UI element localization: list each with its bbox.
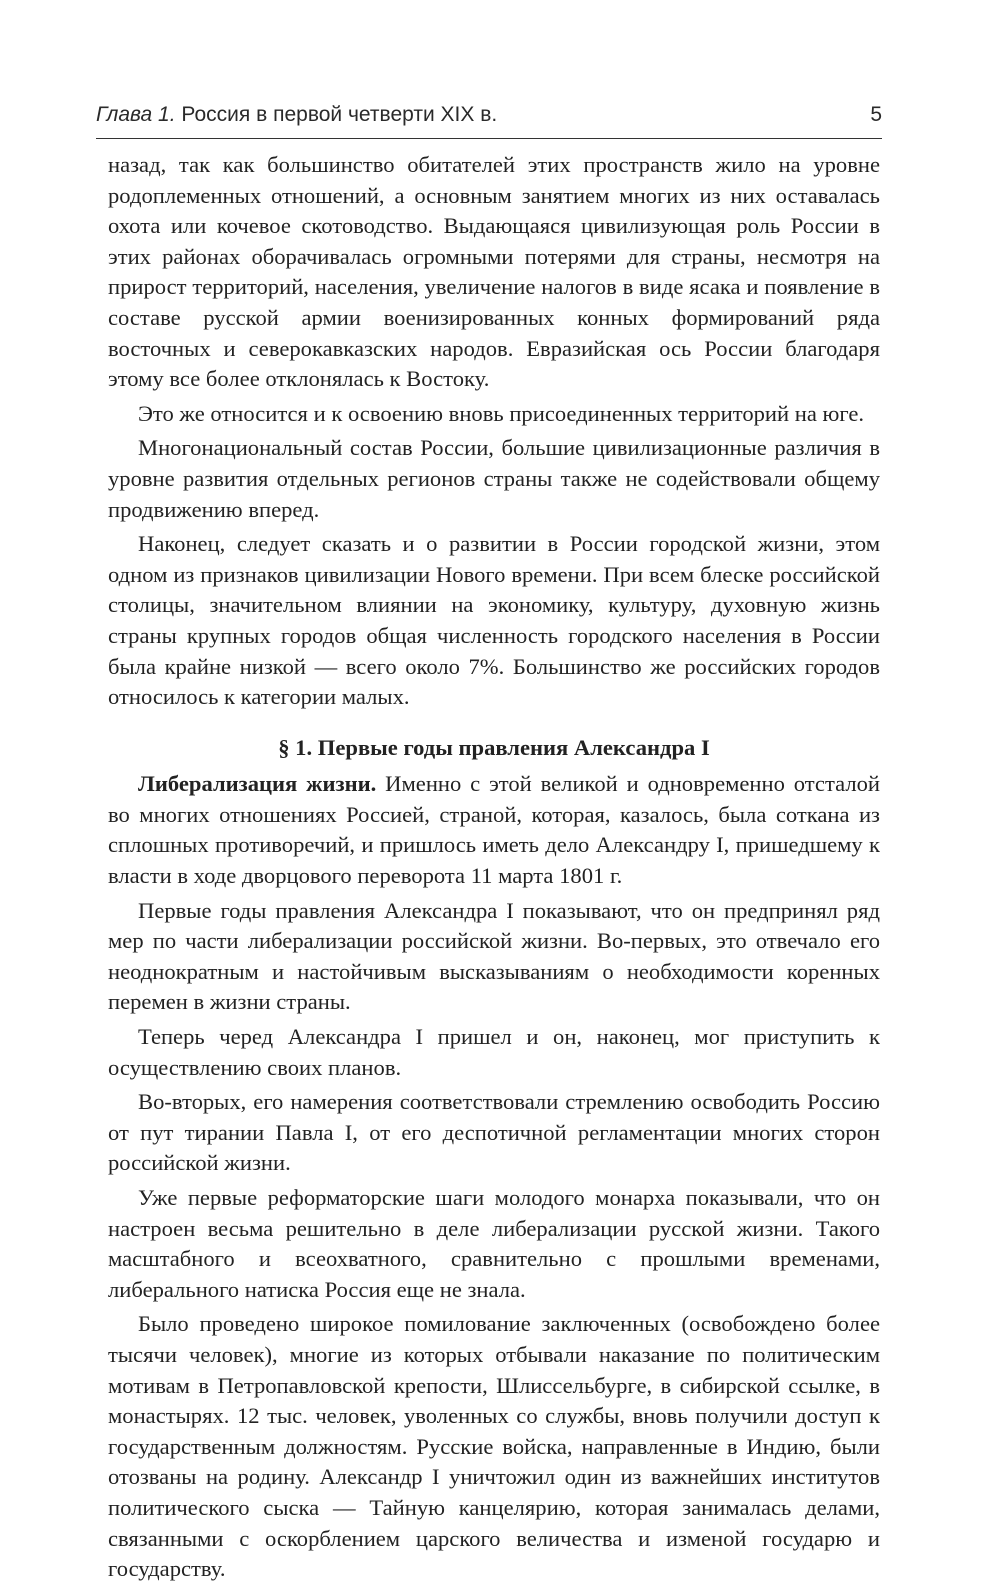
chapter-heading [96,100,497,130]
paragraph: Было проведено широкое помилование заключенных (освобождено более тысячи человек), многие из которых отбывали наказание по политическим мотивам в Петропавловской крепости, Шлиссельбурге, в сибирской ссылке, в монастырях. 12 тыс. человек, уволенных со службы, вновь получили доступ к государственным должностям. Русские войска, направленные в Индию, были отозваны на родину. Александр I уничтожил один из важнейших институтов политического сыска — Тайную канцелярию, которая занималась делами, связанными с оскорблением царского величества и изменой государю и государству. [108,1311,880,1582]
paragraph: Это же относится и к освоению вновь присоединенных территорий на юге. [138,400,865,426]
paragraph: Многонациональный состав России, большие цивилизационные различия в уровне развития отдельных регионов страны также не содействовали общему продвижению вперед. [108,435,880,522]
running-head [96,100,882,130]
run-in-heading: Либерализация жизни. [138,771,377,797]
paragraph-text: Именно с этой великой и одновременно отсталой во многих отношениях Россией, страной, которая, казалось, была соткана из сплошных противоречий, и пришлось иметь дело Александру I, пришедшему к власти в ходе дворцового переворота 11 марта 1801 г. [108,771,880,889]
section-title: § 1. Первые годы правления Александра I [278,734,710,760]
paragraph: Наконец, следует сказать и о развитии в России городской жизни, этом одном из признаков цивилизации Нового времени. При всем блеске российской столицы, значительном влиянии на экономику, культуру, духовную жизнь страны крупных городов общая численность городского населения в России была крайне низкой — всего около 7%. Большинство же российских городов относилось к категории малых. [108,531,880,710]
paragraph: Во-вторых, его намерения соответствовали стремлению освободить Россию от пут тирании Павла I, от его деспотичной регламентации многих сторон российской жизни. [108,1089,880,1176]
paragraph: Уже первые реформаторские шаги молодого монарха показывали, что он настроен весьма решительно в деле либерализации русской жизни. Такого масштабного и всеохватного, сравнительно с прошлыми временами, либерального натиска Россия еще не знала. [108,1185,880,1302]
body-text [108,150,880,1585]
paragraph [108,769,880,891]
paragraph: Теперь черед Александра I пришел и он, наконец, мог приступить к осуществлению своих планов. [108,1024,880,1080]
chapter-title: Россия в первой четверти XIX в. [181,103,498,126]
page-number: 5 [870,103,882,126]
chapter-label: Глава 1. [96,103,176,126]
paragraph: назад, так как большинство обитателей этих пространств жило на уровне родоплеменных отношений, а основным занятием многих из них оставалась охота или кочевое скотоводство. Выдающаяся цивилизующая роль России в этих районах оборачивалась огромными потерями для страны, несмотря на прирост территорий, населения, увеличение налогов в виде ясака и появление в составе русской армии военизированных конных формирований ряда восточных и северокавказских народов. Евразийская ось России благодаря этому все более отклонялась к Востоку. [108,152,880,392]
header-rule [96,138,882,139]
paragraph: Первые годы правления Александра I показывают, что он предпринял ряд мер по части либерализации российской жизни. Во-первых, это отвечало его неоднократным и настойчивым высказываниям о необходимости коренных перемен в жизни страны. [108,897,880,1015]
